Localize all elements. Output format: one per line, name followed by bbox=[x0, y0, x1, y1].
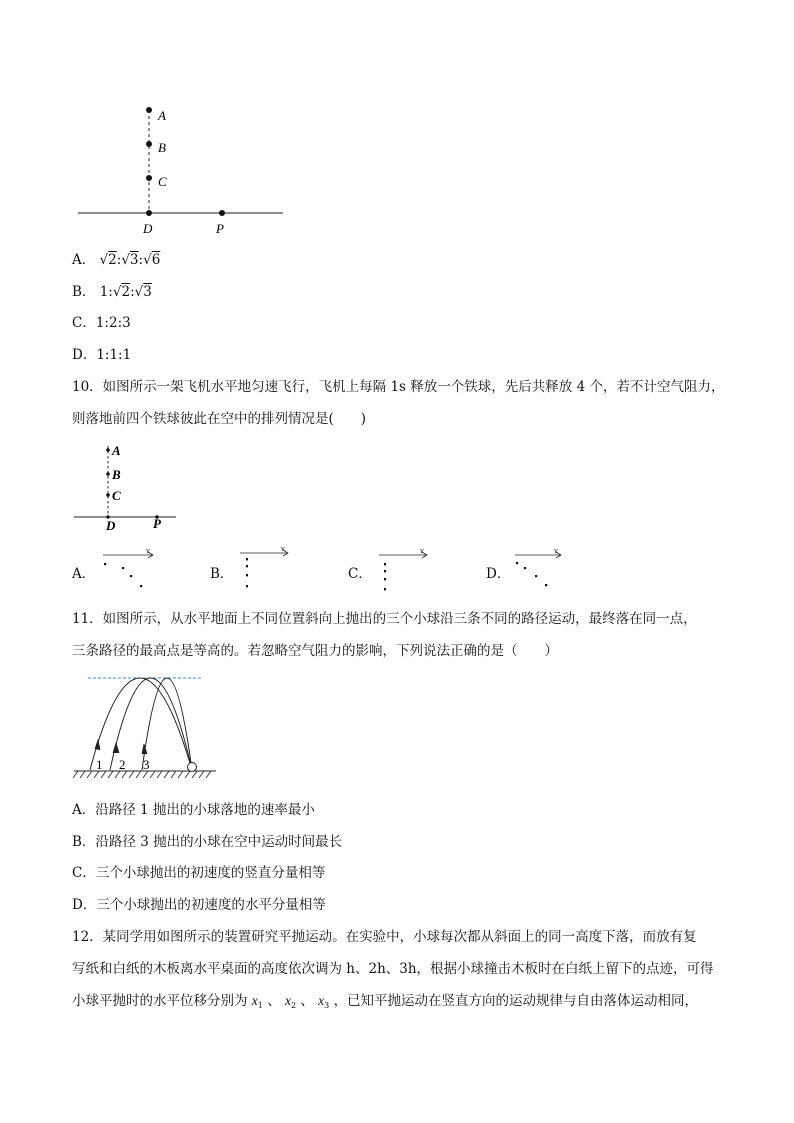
label-a: A bbox=[112, 443, 121, 458]
q10-option-d-figure[interactable] bbox=[512, 545, 572, 593]
label-a: A bbox=[158, 108, 166, 123]
svg-text:v: v bbox=[281, 544, 285, 553]
q9-option-c[interactable] bbox=[72, 314, 131, 332]
option-text: 1:1:1 bbox=[96, 347, 132, 363]
q11-option-b[interactable]: B．沿路径 3 抛出的小球在空中运动时间最长 bbox=[72, 834, 343, 850]
label-d: D bbox=[143, 221, 153, 236]
sqrt-expression: √2:√3:√6 bbox=[99, 252, 161, 268]
option-text: 1:2:3 bbox=[95, 315, 131, 331]
svg-text:2: 2 bbox=[119, 757, 126, 772]
q10-text-line-2: 则落地前四个铁球彼此在空中的排列情况是( ) bbox=[72, 411, 367, 427]
q11-option-a[interactable]: A．沿路径 1 抛出的小球落地的速率最小 bbox=[72, 802, 315, 818]
svg-text:v: v bbox=[146, 546, 150, 555]
q11-text-line-2: 三条路径的最高点是等高的。若忽略空气阻力的影响，下列说法正确的是（ ） bbox=[72, 643, 558, 659]
svg-text:v: v bbox=[420, 546, 424, 555]
sqrt-expression: 1:√2:√3 bbox=[99, 284, 152, 300]
label-p: P bbox=[216, 221, 224, 236]
q12-text-line-3: 小球平抛时的水平位移分别为 $x_1$ 、 $x_2$ 、 $x_3$ ，已知平抛运动在竖直方向的运动规律与自由落体运动相同， bbox=[72, 993, 699, 1010]
label-b: B bbox=[158, 140, 166, 155]
q10-option-b-label[interactable]: B． bbox=[210, 566, 234, 582]
q11-option-c[interactable]: C．三个小球抛出的初速度的竖直分量相等 bbox=[72, 865, 326, 881]
point-b bbox=[146, 141, 152, 147]
point-c bbox=[146, 175, 152, 181]
q10-option-c-label[interactable]: C． bbox=[348, 566, 372, 582]
q9-option-b[interactable] bbox=[72, 283, 152, 301]
option-letter: D． bbox=[72, 347, 97, 363]
option-letter: C． bbox=[72, 315, 96, 331]
label-p: P bbox=[153, 516, 161, 531]
q12-text-line-1: 12．某同学用如图所示的装置研究平抛运动。在实验中，小球每次都从斜面上的同一高度下落，而放有复 bbox=[72, 929, 697, 945]
q11-option-d[interactable]: D．三个小球抛出的初速度的水平分量相等 bbox=[72, 897, 326, 913]
q9-option-d[interactable] bbox=[72, 346, 131, 364]
q10-figure bbox=[70, 440, 185, 535]
landing-ball bbox=[188, 763, 197, 772]
label-c: C bbox=[158, 174, 167, 189]
q10-option-b-figure[interactable] bbox=[237, 543, 297, 595]
label-d: D bbox=[106, 518, 116, 533]
label-c: C bbox=[112, 488, 121, 503]
path-3 bbox=[142, 678, 192, 770]
q11-text-line-1: 11．如图所示，从水平地面上不同位置斜向上抛出的三个小球沿三条不同的路径运动，最终落在同一点， bbox=[72, 611, 697, 627]
figure-points-adcp bbox=[70, 100, 290, 240]
q11-trajectory-figure bbox=[70, 670, 220, 785]
label-b: B bbox=[112, 467, 121, 482]
point-a bbox=[146, 107, 152, 113]
q9-option-a[interactable] bbox=[72, 251, 160, 269]
svg-text:1: 1 bbox=[96, 757, 103, 772]
q10-option-c-figure[interactable] bbox=[376, 545, 436, 597]
q10-text-line-1: 10．如图所示一架飞机水平地匀速飞行，飞机上每隔 1s 释放一个铁球，先后共释放 4 个，若不计空气阻力， bbox=[72, 379, 725, 395]
option-letter: A． bbox=[72, 252, 96, 268]
svg-text:v: v bbox=[554, 546, 558, 555]
q10-option-a-label[interactable]: A． bbox=[72, 566, 96, 582]
q10-option-a-figure[interactable] bbox=[100, 545, 160, 593]
point-p bbox=[219, 210, 225, 216]
q12-text-line-2: 写纸和白纸的木板离水平桌面的高度依次调为 h、2h、3h，根据小球撞击木板时在白纸上留下的点迹，可得 bbox=[72, 961, 714, 977]
point-d bbox=[146, 210, 152, 216]
q10-option-d-label[interactable]: D． bbox=[486, 566, 511, 582]
svg-text:3: 3 bbox=[143, 757, 150, 772]
option-letter: B． bbox=[72, 284, 96, 300]
